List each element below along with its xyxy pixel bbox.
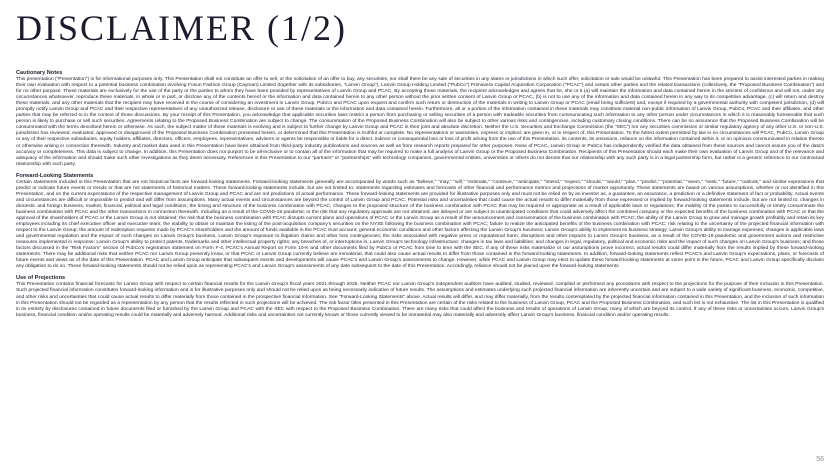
section-heading: Use of Projections xyxy=(16,275,66,282)
section-heading: Forward-Looking Statements xyxy=(16,172,94,179)
section-text: This Presentation contains financial forecasts for Lanvin Group with respect to certain financial results for the Lanvin Group's fiscal years 2021 through 2025. Neither PCAC nor Lanvin Group's independent auditors have audited, studied, reviewed, compiled or performed any procedures with respect to the projections for the purpose of their inclusion in this Presentation. Such projected financial information constitutes forward-looking information and is for illustrative purposes only and should not be relied upon as being necessarily indicative of future results. The assumptions and estimates underlying such projected financial information are inherently uncertain and are subject to a wide variety of significant business, economic, competitive, and other risks and uncertainties that could cause actual results to differ materially from those contained in the prospective financial information. See "Forward-Looking Statements" above. Actual results will differ, and may differ materially, from the results contemplated by the projected financial information contained in this Presentation, and the inclusion of such information in this Presentation should not be regarded as a representation by any person that the results reflected in such projections will be achieved. The risk factor titles presented in this Presentation are certain of the risks related to the business of Lanvin Group, PCAC and the Proposed Business Combination, and such list is not exhaustive. The list in this Presentation is qualified in its entirety by disclosures contained in future documents filed or furnished by the Lanvin Group and PCAC with the SEC with respect to the Proposed Business Combination. There are many risks that could affect the business and results of operations of Lanvin Group, many of which are beyond its control. If any of these risks or uncertainties occurs, Lanvin Group's business, financial condition and/or operating results could be materially and adversely harmed. Additional risks and uncertainties not currently known or those currently viewed to be immaterial may also materially and adversely affect Lanvin Group's business, financial condition and/or operating results. xyxy=(16,282,824,318)
page-number: 56 xyxy=(816,456,824,463)
section-text: Certain statements included in this Presentation that are not historical facts are forward-looking statements. Forward-looking statements generally are accompanied by words such as "believe," "may," "will," "estimate," "continue," "anticipate," "intend," "expect," "should," "would," "plan," "predict," "potential," "seem," "seek," "future," "outlook," and similar expressions that predict or indicate future events or trends or that are not statements of historical matters. These forward-looking statements include, but are not limited to, statements regarding estimates and forecasts of other financial and performance metrics and projections of market opportunity. These statements are based on various assumptions, whether or not identified in this Presentation, and on the current expectations of the respective management of Lanvin Group and PCAC and are not predictions of actual performance. These forward-looking statements are provided for illustrative purposes only and must not be relied on by an investor as, a guarantee, an assurance, a prediction or a definitive statement of fact or probability. Actual events and circumstances are difficult or impossible to predict and will differ from assumptions. Many actual events and circumstances are beyond the control of Lanvin Group and PCAC. Potential risks and uncertainties that could cause the actual results to differ materially from those expressed or implied by forward-looking statements include, but are not limited to, changes in domestic and foreign business, market, financial, political and legal conditions; the timing and structure of the business combination with PCAC; changes to the proposed structure of the business combination with PCAC that may be required or appropriate as a result of applicable laws or regulations; the inability of the parties to successfully or timely consummate the business combination with PCAC and the other transactions in connection therewith, including as a result of the COVID-19 pandemic or the risk that any regulatory approvals are not obtained, are delayed or are subject to unanticipated conditions that could adversely affect the combined company or the expected benefits of the business combination with PCAC or that the approval of the shareholders of PCAC or the Lanvin Group is not obtained; the risk that the business combination with PCAC disrupts current plans and operations of PCAC or the Lanvin Group as a result of the announcement and consummation of the business combination with PCAC; the ability of the Lanvin Group to grow and manage growth profitably and retain its key employees including its chief executive officer and executive team; the inability to obtain or maintain the listing of the post-acquisition company's securities on the NYSE following the business combination with PCAC; failure to realize the anticipated benefits of the business combination with PCAC; risk relating to the uncertainty of the projected financial information with respect to the Lanvin Group; the amount of redemption requests made by PCAC's shareholders and the amount of funds available in the PCAC trust account; general economic conditions and other factors affecting the Lanvin Group's business; Lanvin Group's ability to implement its business strategy; Lanvin Group's ability to manage expenses; changes in applicable laws and governmental regulation and the impact of such changes on Lanvin Group's business, Lanvin Group's exposure to litigation claims and other loss contingencies; the risks associated with negative press or reputational harm; disruptions and other impacts to Lanvin Group's business, as a result of the COVID-19 pandemic and government actions and restrictive measures implemented in response; Lanvin Group's ability to protect patents, trademarks and other intellectual property rights; any breaches of, or interruptions in, Lanvin Group's technology infrastructure; changes in tax laws and liabilities; and changes in legal, regulatory, political and economic risks and the impact of such changes on Lanvin Group's business; and those factors discussed in the "Risk Factors" section of PubCo's registration statement on Form F-4, PCAC's Annual Report on Form 10-K and other documents filed by PubCo or PCAC from time to time with the SEC. If any of these risks materialize or our assumptions prove incorrect, actual results could differ materially from the results implied by these forward-looking statements. There may be additional risks that neither PCAC nor Lanvin Group presently know, or that PCAC or Lanvin Group currently believe are immaterial, that could also cause actual results to differ from those contained in the forward-looking statements. In addition, forward-looking statements reflect PCAC's and Lanvin Group's expectations, plans, or forecasts of future events and views as of the date of this Presentation. PCAC and Lanvin Group anticipate that subsequent events and developments will cause PCAC's and Lanvin Group's assessments to change. However, while PCAC and Lanvin Group may elect to update these forward-looking statements at some point in the future, PCAC and Lanvin Group specifically disclaim any obligation to do so. These forward-looking statements should not be relied upon as representing PCAC's and Lanvin Group's assessments of any date subsequent to the date of this Presentation. Accordingly, reliance should not be placed upon the forward-looking statements. xyxy=(16,179,824,270)
section-text: This presentation ("Presentation") is for informational purposes only. This Presentation shall not constitute an offer to sell, or the solicitation of an offer to buy, any securities, nor shall there be any sale of securities in any states or jurisdictions in which such offer, solicitation or sale would be unlawful. This Presentation has been prepared to assist interested parties in making their own evaluation with respect to a potential business combination involving Fosun Fashion Group (Cayman) Limited (together with its subsidiaries, "Lanvin Group"), Lanvin Group Holding Limited ("PubCo") Primavera Capital Acquisition Corporation ("PCAC") and certain other parties and the related transactions (collectively, the "Proposed Business Combination") and for no other purpose. These materials are exclusively for the use of the party or the parties to whom they have been provided by representatives of Lanvin Group and PCAC. By accepting these materials, the recipient acknowledges and agrees that he, she or it (a) will maintain the information and data contained herein in the strictest of confidence and will not, under any circumstances whatsoever, reproduce these materials, in whole or in part, or disclose any of the contents hereof or the information and data contained herein to any other person without the prior written consent of Lanvin Group or PCAC, (b) is not to use any of the information and data contained herein in any way to its competitive advantage, (c) will return and destroy these materials, and any other materials that the recipient may have received in the course of considering an investment in Lanvin Group, PubCo and PCAC upon request and confirm such return or destruction of the materials in writing to Lanvin Group or PCAC (email being sufficient) and, except if required by a governmental authority with competent jurisdiction, (d) will promptly notify Lanvin Group and PCAC and their respective representatives of any unauthorized release, disclosure or use of these materials or the information and data contained herein. Furthermore, all or a portion of the information contained in these materials may constitute material non-public information of Lanvin Group, PubCo, PCAC and their affiliates, and other parties that may be referred to in the context of those discussions. By your receipt of this Presentation, you acknowledge that applicable securities laws restrict a person from purchasing or selling securities of a person with tradeable securities from communicating such information to any other person under circumstances in which it is reasonably foreseeable that such person is likely to purchase or sell such securities. Agreements relating to the Proposed Business Combination are subject to change. The consummation of the Proposed Business Combination will also be subject to other various risks and contingencies, including customary closing conditions. There can be no assurance that the Proposed Business Combination will be consummated with the terms described herein or otherwise. As such, the subject matter of these materials is evolving and is subject to further change by Lanvin Group and PCAC in their joint and absolute discretion. Neither the U.S. Securities and Exchange Commission (the "SEC") nor any securities commission or similar regulatory agency of any other U.S. or non-U.S. jurisdiction has reviewed, evaluated, approved or disapproved of the Proposed Business Combination presented herein, or determined that this Presentation is truthful or complete. No representations or warranties, express or implied, are given in, or in respect of, this Presentation. To the fullest extent permitted by law in no circumstances will PCAC, PubCo, Lanvin Group or any of their respective subsidiaries, equity holders, affiliates, directors, officers, employees, representatives, advisers or agents be responsible or liable for a direct, indirect or consequential loss or loss of profit arising from the use of this Presentation, its contents, its omissions, reliance on the information contained within it, or on opinions communicated in relation thereto or otherwise arising in connection therewith. Industry and market data used in this Presentation have been obtained from third-party industry publications and sources as well as from research reports prepared for other purposes. None of PCAC, Lanvin Group or PubCo has independently verified the data obtained from these sources and cannot assure you of the data's accuracy or completeness. This data is subject to change. In addition, this Presentation does not purport to be all-inclusive or to contain all of the information that may be required to make a full analysis of Lanvin Group or the Proposed Business Combination. Recipients of this Presentation should each make their own evaluation of Lanvin Group and of the relevance and adequacy of the information and should make such other investigations as they deem necessary. References in this Presentation to our "partners" or "partnerships" with technology companies, governmental entities, universities or others do not denote that our relationship with any such party is in a legal partnership form, but rather is a generic reference to our contractual relationship with such party. xyxy=(16,77,824,167)
page-title: DISCLAIMER (1/2) xyxy=(16,8,347,48)
section-cautionary-notes xyxy=(16,70,824,168)
section-heading: Cautionary Notes xyxy=(16,70,63,76)
section-use-of-projections xyxy=(16,275,824,318)
section-forward-looking-statements xyxy=(16,173,824,271)
disclaimer-body xyxy=(16,70,824,324)
